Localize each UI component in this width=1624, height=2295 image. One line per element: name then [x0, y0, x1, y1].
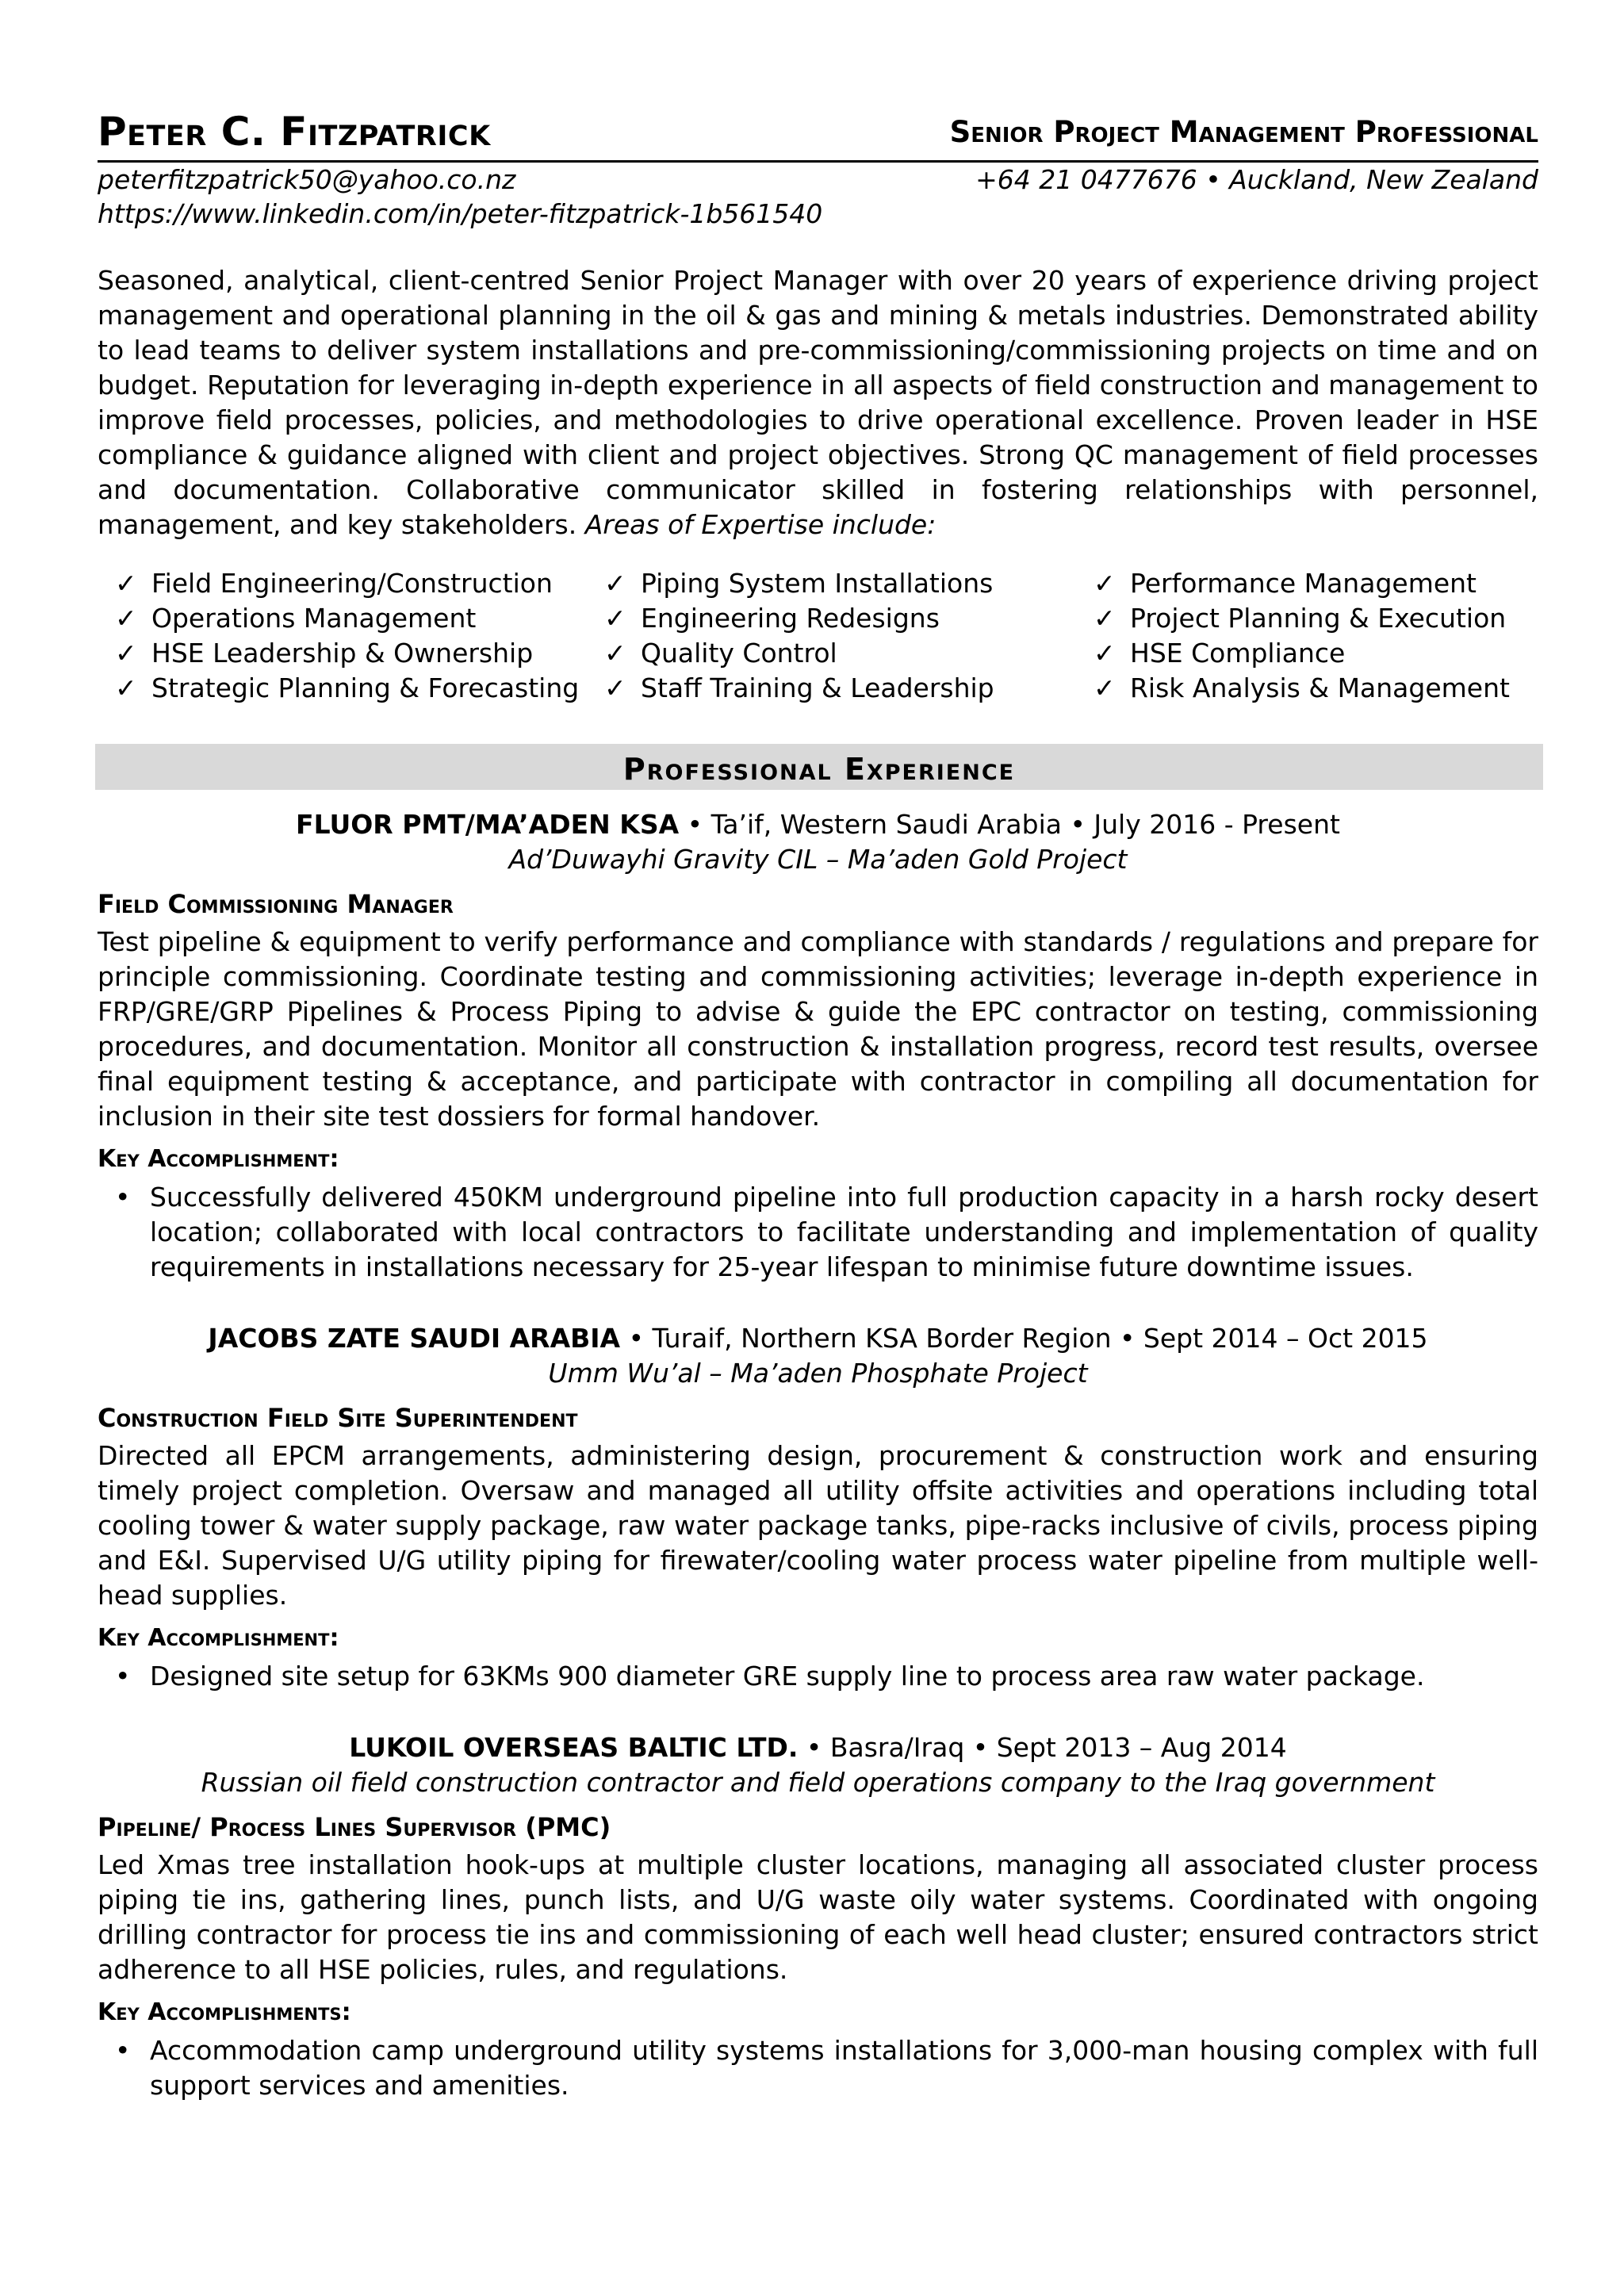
company-name: JACOBS ZATE SAUDI ARABIA	[208, 1323, 621, 1354]
expertise-item	[587, 671, 1076, 706]
candidate-name: Peter C. Fitzpatrick	[98, 109, 491, 155]
expertise-item	[1076, 601, 1538, 636]
job-details: • Turaif, Northern KSA Border Region • Sept 2014 – Oct 2015	[620, 1323, 1428, 1354]
resume-content	[98, 108, 1538, 2103]
expertise-label: Field Engineering/Construction	[151, 568, 553, 599]
project-name: Umm Wu’al – Ma’aden Phosphate Project	[548, 1358, 1088, 1389]
summary-text: Seasoned, analytical, client-centred Senior Project Manager with over 20 years of experience driving project management and operational planning in the oil & gas and mining & metals industries. Demonstrated ability to lead teams to deliver system installations and pre-commissioning/commissioning projects on time and on budget. Reputation for leveraging in-depth experience in all aspects of field construction and management to improve field processes, policies, and methodologies to drive operational excellence. Proven leader in HSE compliance & guidance aligned with client and project objectives. Strong QC management of field processes and documentation. Collaborative communicator skilled in fostering relationships with personnel, management, and key stakeholders.	[98, 265, 1538, 540]
accomplishment-text: Designed site setup for 63KMs 900 diameter GRE supply line to process area raw water package.	[150, 1661, 1425, 1692]
job-entry	[98, 1730, 1538, 2103]
accomplishment-list	[98, 2033, 1538, 2103]
check-icon: ✓	[1094, 638, 1116, 669]
check-icon: ✓	[115, 568, 137, 599]
accomplishment-text: Accommodation camp underground utility systems installations for 3,000-man housing complex with full support services and amenities.	[150, 2035, 1538, 2101]
role-title: Construction Field Site Superintendent	[98, 1403, 578, 1433]
header	[98, 108, 1538, 155]
role-title: Pipeline/ Process Lines Supervisor (PMC)	[98, 1812, 611, 1842]
expertise-label: Staff Training & Leadership	[641, 672, 994, 703]
expertise-column-3	[1076, 566, 1538, 706]
phone-location: +64 21 0477676 • Auckland, New Zealand	[975, 164, 1538, 195]
job-heading	[98, 1730, 1538, 1765]
accomplishment-item	[98, 1180, 1538, 1285]
accomplishment-list	[98, 1180, 1538, 1285]
job-entry	[98, 807, 1538, 1285]
accomplishment-list	[98, 1659, 1538, 1694]
check-icon: ✓	[604, 672, 626, 703]
company-name: LUKOIL OVERSEAS BALTIC LTD.	[349, 1732, 799, 1763]
expertise-label: Quality Control	[641, 638, 837, 669]
check-icon: ✓	[1094, 672, 1116, 703]
check-icon: ✓	[1094, 568, 1116, 599]
accomplishment-item	[98, 2033, 1538, 2103]
bullet-icon: •	[115, 2035, 131, 2066]
check-icon: ✓	[115, 603, 137, 634]
expertise-item	[1076, 636, 1538, 671]
check-icon: ✓	[115, 672, 137, 703]
expertise-item	[1076, 566, 1538, 601]
linkedin-link[interactable]: https://www.linkedin.com/in/peter-fitzpatrick-1b561540	[98, 198, 823, 229]
job-heading	[98, 1321, 1538, 1356]
expertise-column-2	[587, 566, 1076, 706]
job-details: • Ta’if, Western Saudi Arabia • July 2016 - Present	[679, 809, 1340, 840]
expertise-item	[587, 566, 1076, 601]
candidate-title: Senior Project Management Professional	[949, 115, 1538, 149]
expertise-item	[587, 636, 1076, 671]
bullet-icon: •	[115, 1661, 131, 1692]
job-heading	[98, 807, 1538, 842]
accomplishment-text: Successfully delivered 450KM underground pipeline into full production capacity in a harsh rocky desert location; collaborated with local contractors to facilitate understanding and implementation of quality requirements in installations necessary for 25-year lifespan to minimise future downtime issues.	[150, 1182, 1538, 1282]
project-name: Russian oil field construction contractor and field operations company to the Iraq government	[201, 1767, 1435, 1798]
expertise-label: HSE Leadership & Ownership	[151, 638, 534, 669]
accomplishment-item	[98, 1659, 1538, 1694]
expertise-column-1	[98, 566, 587, 706]
expertise-label: Piping System Installations	[641, 568, 994, 599]
job-entry	[98, 1321, 1538, 1694]
company-name: FLUOR PMT/MA’ADEN KSA	[296, 809, 680, 840]
check-icon: ✓	[604, 638, 626, 669]
expertise-item	[98, 566, 587, 601]
expertise-label: Operations Management	[151, 603, 477, 634]
expertise-item	[1076, 671, 1538, 706]
check-icon: ✓	[604, 603, 626, 634]
expertise-item	[587, 601, 1076, 636]
accomplishments-label: Key Accomplishment:	[98, 1145, 339, 1173]
contact-row	[98, 163, 1538, 197]
expertise-label: Risk Analysis & Management	[1130, 672, 1510, 703]
check-icon: ✓	[115, 638, 137, 669]
expertise-label: Project Planning & Execution	[1130, 603, 1507, 634]
role-description: Directed all EPCM arrangements, administering design, procurement & construction work and ensuring timely project completion. Oversaw and managed all utility offsite activities and operations including total cooling tower & water supply package, raw water package tanks, pipe-racks inclusive of civils, process piping and E&I. Supervised U/G utility piping for firewater/cooling water process water pipeline from multiple well-head supplies.	[98, 1440, 1538, 1611]
bullet-icon: •	[115, 1182, 131, 1213]
job-details: • Basra/Iraq • Sept 2013 – Aug 2014	[798, 1732, 1287, 1763]
expertise-item	[98, 601, 587, 636]
check-icon: ✓	[604, 568, 626, 599]
section-header-experience: Professional Experience	[95, 744, 1543, 790]
email-link[interactable]: peterfitzpatrick50@yahoo.co.nz	[98, 164, 516, 195]
role-description: Led Xmas tree installation hook-ups at multiple cluster locations, managing all associated cluster process piping tie ins, gathering lines, punch lists, and U/G waste oily water systems. Coordinated with ongoing drilling contractor for process tie ins and commissioning of each well head cluster; ensured contractors strict adherence to all HSE policies, rules, and regulations.	[98, 1849, 1538, 1985]
expertise-label: Strategic Planning & Forecasting	[151, 672, 580, 703]
expertise-label: Engineering Redesigns	[641, 603, 940, 634]
expertise-label: HSE Compliance	[1130, 638, 1346, 669]
accomplishments-label: Key Accomplishments:	[98, 1998, 351, 2026]
check-icon: ✓	[1094, 603, 1116, 634]
expertise-label: Performance Management	[1130, 568, 1477, 599]
project-name: Ad’Duwayhi Gravity CIL – Ma’aden Gold Project	[508, 844, 1128, 875]
summary-paragraph	[98, 263, 1538, 542]
role-description: Test pipeline & equipment to verify performance and compliance with standards / regulations and prepare for principle commissioning. Coordinate testing and commissioning activities; leverage in-depth experience in FRP/GRE/GRP Pipelines & Process Piping to advise & guide the EPC contractor on testing, commissioning procedures, and documentation. Monitor all construction & installation progress, record test results, oversee final equipment testing & acceptance, and participate with contractor in compiling all documentation for inclusion in their site test dossiers for formal handover.	[98, 926, 1538, 1132]
accomplishments-label: Key Accomplishment:	[98, 1624, 339, 1652]
expertise-lead: Areas of Expertise include:	[584, 509, 936, 540]
expertise-item	[98, 636, 587, 671]
expertise-grid	[98, 566, 1538, 706]
role-title: Field Commissioning Manager	[98, 889, 454, 919]
expertise-item	[98, 671, 587, 706]
